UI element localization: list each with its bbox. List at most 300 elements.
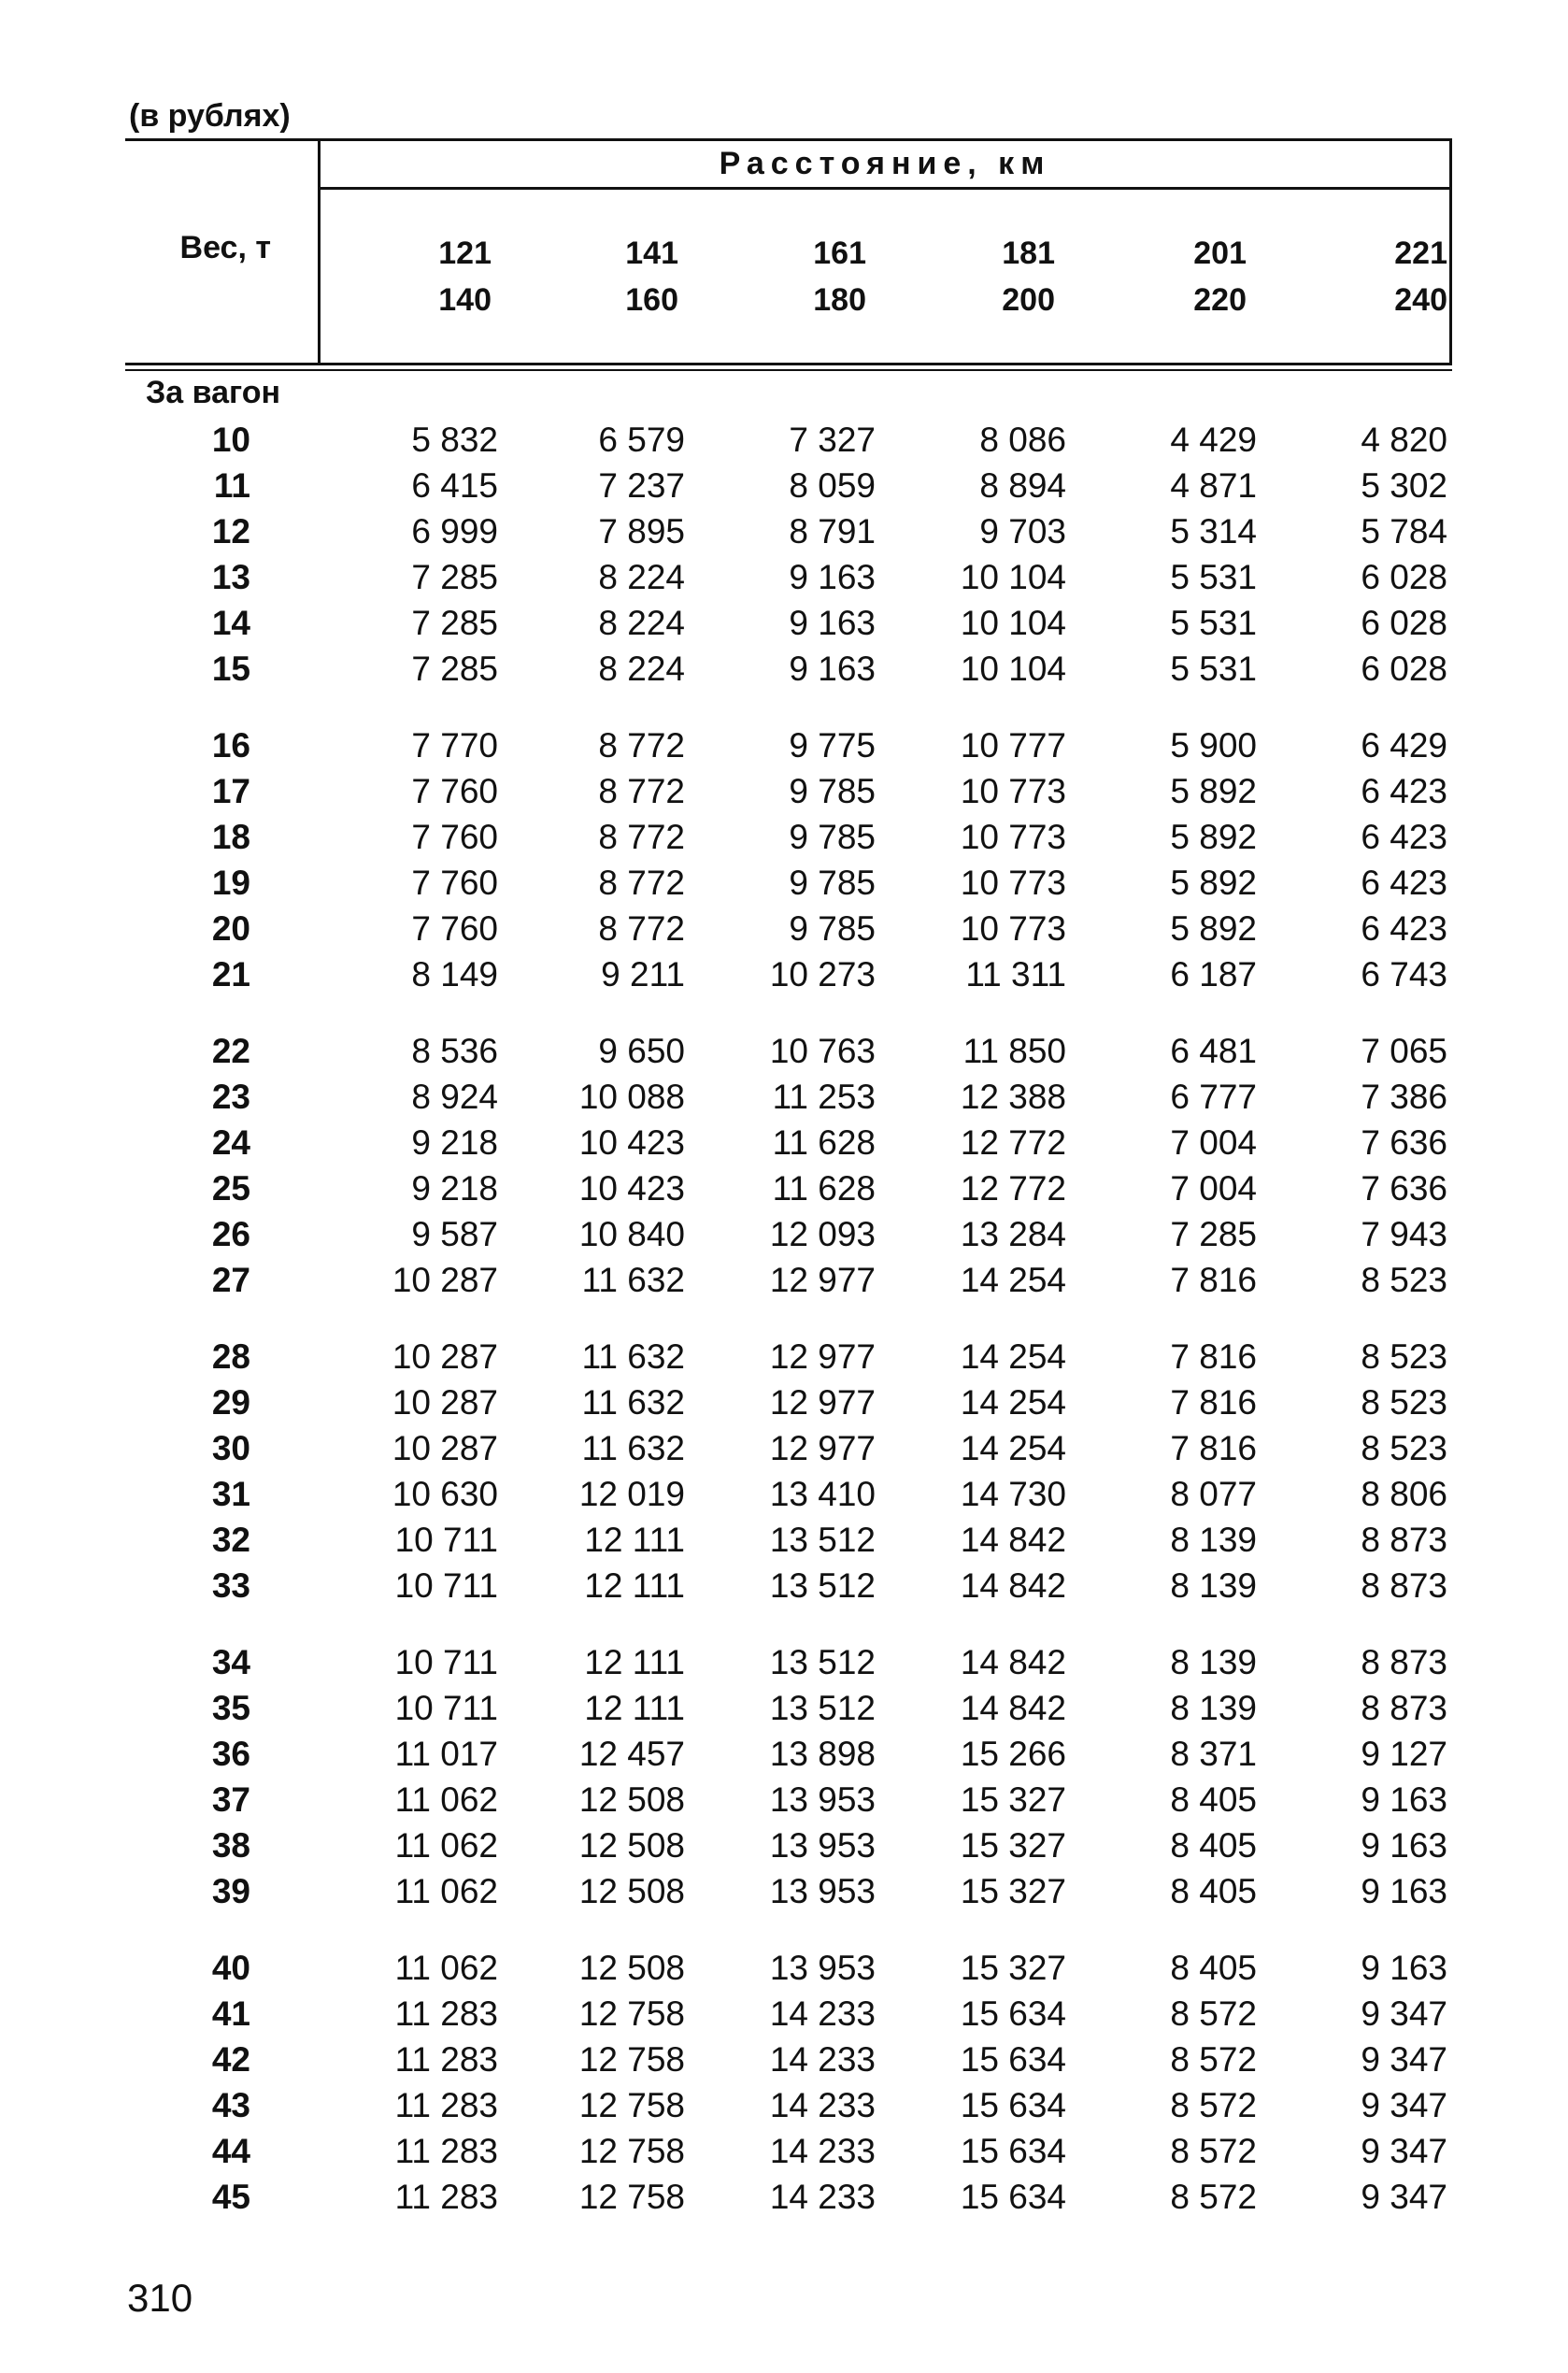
price-cell: 8 873: [1361, 1521, 1447, 1559]
price-cell: 7 770: [411, 726, 498, 765]
header-title-rule: [318, 187, 1452, 190]
price-cell: 6 423: [1361, 864, 1447, 902]
table-row: [0, 2037, 1568, 2082]
weight-cell: 32: [211, 1521, 250, 1559]
price-cell: 12 457: [578, 1735, 685, 1773]
price-cell: 9 785: [789, 772, 876, 810]
price-cell: 12 093: [769, 1215, 876, 1253]
price-cell: 12 019: [578, 1475, 685, 1513]
price-cell: 12 758: [578, 2040, 685, 2079]
price-cell: 9 163: [789, 604, 876, 642]
price-cell: 6 423: [1361, 818, 1447, 856]
price-cell: 11 062: [394, 1826, 498, 1865]
weight-cell: 40: [211, 1949, 250, 1987]
price-cell: 8 405: [1170, 1826, 1257, 1865]
price-cell: 8 523: [1361, 1429, 1447, 1467]
price-cell: 13 953: [769, 1826, 876, 1865]
price-cell: 7 816: [1170, 1383, 1257, 1422]
price-cell: 8 772: [598, 726, 685, 765]
weight-cell: 27: [211, 1261, 250, 1299]
price-cell: 7 237: [598, 466, 685, 505]
price-cell: 5 892: [1170, 818, 1257, 856]
price-cell: 13 953: [769, 1780, 876, 1819]
weight-cell: 19: [211, 864, 250, 902]
table-row: [0, 1777, 1568, 1823]
price-cell: 11 632: [581, 1383, 685, 1422]
price-cell: 12 977: [769, 1383, 876, 1422]
price-cell: 10 630: [392, 1475, 498, 1513]
price-cell: 4 871: [1170, 466, 1257, 505]
price-cell: 8 572: [1170, 2178, 1257, 2216]
price-cell: 7 816: [1170, 1261, 1257, 1299]
price-cell: 5 302: [1361, 466, 1447, 505]
weight-cell: 21: [211, 955, 250, 994]
range-from: 141: [625, 236, 678, 271]
price-cell: 8 139: [1170, 1521, 1257, 1559]
price-cell: 10 711: [394, 1521, 498, 1559]
weight-cell: 22: [211, 1032, 250, 1070]
price-cell: 7 760: [411, 772, 498, 810]
price-cell: 11 311: [965, 955, 1066, 994]
price-cell: 14 254: [960, 1261, 1066, 1299]
price-cell: 7 760: [411, 818, 498, 856]
weight-cell: 36: [211, 1735, 250, 1773]
price-cell: 7 327: [789, 421, 876, 459]
price-cell: 9 163: [1361, 1872, 1447, 1910]
price-cell: 4 820: [1361, 421, 1447, 459]
weight-cell: 18: [211, 818, 250, 856]
header-bottom-double-rule: [125, 369, 1452, 371]
weight-cell: 15: [211, 650, 250, 688]
table-row: [0, 2174, 1568, 2220]
weight-cell: 10: [211, 421, 250, 459]
price-cell: 8 139: [1170, 1643, 1257, 1681]
range-to: 180: [813, 282, 866, 318]
price-cell: 10 287: [392, 1337, 498, 1376]
price-cell: 8 873: [1361, 1566, 1447, 1605]
distance-range-header: [868, 230, 1055, 323]
price-cell: 6 028: [1361, 650, 1447, 688]
price-cell: 10 104: [960, 558, 1066, 596]
price-cell: 8 405: [1170, 1780, 1257, 1819]
price-cell: 13 512: [769, 1643, 876, 1681]
price-cell: 8 873: [1361, 1689, 1447, 1727]
weight-column-header: Вес, т: [179, 230, 271, 265]
weight-cell: 42: [211, 2040, 250, 2079]
price-cell: 11 283: [394, 2086, 498, 2124]
table-row: [0, 1563, 1568, 1608]
weight-cell: 25: [211, 1169, 250, 1208]
weight-cell: 33: [211, 1566, 250, 1605]
price-cell: 8 572: [1170, 2086, 1257, 2124]
price-cell: 12 758: [578, 2178, 685, 2216]
weight-cell: 38: [211, 1826, 250, 1865]
price-cell: 12 111: [584, 1643, 685, 1681]
price-cell: 7 285: [411, 650, 498, 688]
weight-cell: 20: [211, 909, 250, 948]
price-cell: 6 028: [1361, 558, 1447, 596]
price-cell: 14 233: [769, 2178, 876, 2216]
price-cell: 11 062: [394, 1872, 498, 1910]
price-cell: 11 628: [772, 1169, 876, 1208]
price-cell: 12 977: [769, 1261, 876, 1299]
price-cell: 10 773: [960, 909, 1066, 948]
price-cell: 13 512: [769, 1689, 876, 1727]
weight-cell: 17: [211, 772, 250, 810]
price-cell: 7 816: [1170, 1337, 1257, 1376]
price-cell: 9 587: [411, 1215, 498, 1253]
price-cell: 10 273: [769, 955, 876, 994]
price-cell: 8 405: [1170, 1872, 1257, 1910]
price-cell: 14 842: [960, 1521, 1066, 1559]
distance-range-header: [679, 230, 866, 323]
table-row: [0, 1425, 1568, 1471]
price-cell: 5 832: [411, 421, 498, 459]
table-row: [0, 951, 1568, 997]
table-row: [0, 2082, 1568, 2128]
weight-cell: 16: [211, 726, 250, 765]
distance-range-header: [305, 230, 492, 323]
price-cell: 10 773: [960, 818, 1066, 856]
price-cell: 9 703: [979, 512, 1066, 550]
price-cell: 8 139: [1170, 1566, 1257, 1605]
price-cell: 8 806: [1361, 1475, 1447, 1513]
price-cell: 8 772: [598, 818, 685, 856]
range-from: 221: [1394, 236, 1447, 271]
price-cell: 8 224: [598, 558, 685, 596]
price-cell: 8 086: [979, 421, 1066, 459]
price-cell: 14 233: [769, 2086, 876, 2124]
price-cell: 9 211: [601, 955, 685, 994]
table-row: [0, 1379, 1568, 1425]
price-cell: 10 088: [578, 1078, 685, 1116]
price-cell: 14 254: [960, 1429, 1066, 1467]
price-cell: 15 327: [960, 1780, 1066, 1819]
table-row: [0, 814, 1568, 860]
price-cell: 11 632: [581, 1261, 685, 1299]
table-row: [0, 1257, 1568, 1303]
price-cell: 7 386: [1361, 1078, 1447, 1116]
price-cell: 7 760: [411, 909, 498, 948]
table-row: [0, 1165, 1568, 1211]
price-cell: 5 900: [1170, 726, 1257, 765]
price-cell: 12 758: [578, 1994, 685, 2033]
price-cell: 9 347: [1361, 2178, 1447, 2216]
price-cell: 12 508: [578, 1826, 685, 1865]
price-cell: 9 163: [789, 650, 876, 688]
price-cell: 8 791: [789, 512, 876, 550]
price-cell: 8 536: [411, 1032, 498, 1070]
price-cell: 5 314: [1170, 512, 1257, 550]
price-cell: 11 850: [962, 1032, 1066, 1070]
price-cell: 7 065: [1361, 1032, 1447, 1070]
price-cell: 7 636: [1361, 1169, 1447, 1208]
weight-cell: 11: [213, 466, 250, 505]
price-cell: 8 224: [598, 604, 685, 642]
price-cell: 6 415: [411, 466, 498, 505]
price-cell: 9 347: [1361, 2086, 1447, 2124]
weight-cell: 37: [211, 1780, 250, 1819]
table-row: [0, 768, 1568, 814]
price-cell: 6 028: [1361, 604, 1447, 642]
price-cell: 6 743: [1361, 955, 1447, 994]
price-cell: 6 481: [1170, 1032, 1257, 1070]
weight-cell: 13: [211, 558, 250, 596]
price-cell: 6 187: [1170, 955, 1257, 994]
price-cell: 12 111: [584, 1566, 685, 1605]
range-from: 121: [438, 236, 492, 271]
weight-cell: 31: [211, 1475, 250, 1513]
table-row: [0, 463, 1568, 508]
table-row: [0, 1731, 1568, 1777]
range-to: 160: [625, 282, 678, 318]
price-cell: 8 059: [789, 466, 876, 505]
price-cell: 10 104: [960, 604, 1066, 642]
price-cell: 14 842: [960, 1643, 1066, 1681]
price-cell: 8 772: [598, 772, 685, 810]
table-row: [0, 417, 1568, 463]
price-cell: 6 423: [1361, 772, 1447, 810]
weight-cell: 12: [211, 512, 250, 550]
range-to: 220: [1193, 282, 1247, 318]
price-cell: 11 253: [772, 1078, 876, 1116]
price-cell: 15 266: [960, 1735, 1066, 1773]
price-cell: 8 405: [1170, 1949, 1257, 1987]
price-cell: 5 531: [1170, 558, 1257, 596]
header-top-rule: [125, 138, 1452, 141]
price-cell: 9 785: [789, 818, 876, 856]
price-cell: 7 816: [1170, 1429, 1257, 1467]
price-cell: 14 233: [769, 2132, 876, 2170]
price-cell: 8 894: [979, 466, 1066, 505]
price-cell: 15 634: [960, 2178, 1066, 2216]
units-caption: (в рублях): [129, 98, 291, 134]
price-cell: 7 285: [1170, 1215, 1257, 1253]
price-cell: 15 327: [960, 1949, 1066, 1987]
table-row: [0, 1074, 1568, 1120]
price-cell: 10 711: [394, 1689, 498, 1727]
price-cell: 8 224: [598, 650, 685, 688]
price-cell: 9 163: [1361, 1949, 1447, 1987]
price-cell: 7 004: [1170, 1169, 1257, 1208]
price-cell: 13 953: [769, 1949, 876, 1987]
table-row: [0, 1517, 1568, 1563]
price-cell: 9 785: [789, 909, 876, 948]
price-cell: 9 218: [411, 1169, 498, 1208]
price-cell: 10 763: [769, 1032, 876, 1070]
price-cell: 14 730: [960, 1475, 1066, 1513]
price-cell: 12 758: [578, 2132, 685, 2170]
price-cell: 11 062: [394, 1949, 498, 1987]
price-cell: 12 508: [578, 1872, 685, 1910]
price-cell: 8 077: [1170, 1475, 1257, 1513]
table-row: [0, 600, 1568, 646]
weight-cell: 28: [211, 1337, 250, 1376]
price-cell: 9 163: [1361, 1826, 1447, 1865]
price-cell: 11 632: [581, 1429, 685, 1467]
price-cell: 14 233: [769, 1994, 876, 2033]
price-cell: 5 892: [1170, 909, 1257, 948]
price-cell: 11 062: [394, 1780, 498, 1819]
price-cell: 8 371: [1170, 1735, 1257, 1773]
price-cell: 7 760: [411, 864, 498, 902]
table-row: [0, 1868, 1568, 1914]
weight-cell: 41: [211, 1994, 250, 2033]
price-cell: 15 634: [960, 2132, 1066, 2170]
table-header: [125, 138, 1452, 370]
price-cell: 8 772: [598, 864, 685, 902]
price-cell: 8 572: [1170, 1994, 1257, 2033]
price-cell: 10 777: [960, 726, 1066, 765]
weight-cell: 29: [211, 1383, 250, 1422]
price-cell: 14 233: [769, 2040, 876, 2079]
price-cell: 11 017: [394, 1735, 498, 1773]
weight-cell: 43: [211, 2086, 250, 2124]
table-row: [0, 722, 1568, 768]
price-cell: 12 111: [584, 1521, 685, 1559]
price-cell: 8 924: [411, 1078, 498, 1116]
weight-cell: 45: [211, 2178, 250, 2216]
weight-cell: 24: [211, 1123, 250, 1162]
price-cell: 8 523: [1361, 1383, 1447, 1422]
price-cell: 15 327: [960, 1872, 1066, 1910]
header-box-right-rule: [1449, 138, 1452, 365]
price-cell: 9 347: [1361, 2040, 1447, 2079]
price-cell: 11 632: [581, 1337, 685, 1376]
price-cell: 13 410: [769, 1475, 876, 1513]
price-cell: 13 512: [769, 1566, 876, 1605]
price-cell: 9 650: [598, 1032, 685, 1070]
price-cell: 7 285: [411, 604, 498, 642]
header-bottom-rule: [125, 363, 1452, 365]
price-cell: 10 287: [392, 1383, 498, 1422]
range-to: 200: [1002, 282, 1055, 318]
price-cell: 5 784: [1361, 512, 1447, 550]
price-cell: 7 004: [1170, 1123, 1257, 1162]
price-cell: 10 423: [578, 1123, 685, 1162]
price-cell: 15 634: [960, 1994, 1066, 2033]
section-label: За вагон: [146, 375, 281, 410]
table-row: [0, 1639, 1568, 1685]
distance-range-header: [1261, 230, 1447, 323]
price-cell: 12 772: [960, 1123, 1066, 1162]
price-cell: 12 772: [960, 1169, 1066, 1208]
range-to: 240: [1394, 282, 1447, 318]
price-cell: 10 287: [392, 1429, 498, 1467]
weight-cell: 30: [211, 1429, 250, 1467]
price-cell: 8 523: [1361, 1261, 1447, 1299]
table-row: [0, 1823, 1568, 1868]
price-cell: 6 999: [411, 512, 498, 550]
price-cell: 12 758: [578, 2086, 685, 2124]
price-cell: 14 254: [960, 1337, 1066, 1376]
weight-cell: 35: [211, 1689, 250, 1727]
price-cell: 9 163: [789, 558, 876, 596]
price-cell: 5 892: [1170, 772, 1257, 810]
weight-cell: 34: [211, 1643, 250, 1681]
table-row: [0, 508, 1568, 554]
price-cell: 9 163: [1361, 1780, 1447, 1819]
price-cell: 8 572: [1170, 2132, 1257, 2170]
price-cell: 9 347: [1361, 1994, 1447, 2033]
price-cell: 12 977: [769, 1429, 876, 1467]
price-cell: 10 423: [578, 1169, 685, 1208]
price-cell: 14 842: [960, 1566, 1066, 1605]
price-cell: 8 873: [1361, 1643, 1447, 1681]
range-from: 161: [813, 236, 866, 271]
price-cell: 5 892: [1170, 864, 1257, 902]
table-row: [0, 1028, 1568, 1074]
price-cell: 13 898: [769, 1735, 876, 1773]
price-cell: 7 636: [1361, 1123, 1447, 1162]
price-cell: 11 628: [772, 1123, 876, 1162]
price-cell: 13 953: [769, 1872, 876, 1910]
price-cell: 9 127: [1361, 1735, 1447, 1773]
price-cell: 9 347: [1361, 2132, 1447, 2170]
price-cell: 8 772: [598, 909, 685, 948]
price-cell: 6 579: [598, 421, 685, 459]
distance-range-header: [492, 230, 678, 323]
table-row: [0, 1945, 1568, 1991]
price-cell: 6 423: [1361, 909, 1447, 948]
table-row: [0, 1211, 1568, 1257]
price-cell: 14 842: [960, 1689, 1066, 1727]
table-row: [0, 1334, 1568, 1379]
range-from: 181: [1002, 236, 1055, 271]
weight-cell: 26: [211, 1215, 250, 1253]
price-cell: 15 327: [960, 1826, 1066, 1865]
price-cell: 12 111: [584, 1689, 685, 1727]
weight-cell: 44: [211, 2132, 250, 2170]
price-cell: 11 283: [394, 1994, 498, 2033]
table-row: [0, 860, 1568, 906]
distance-range-header: [1060, 230, 1247, 323]
price-cell: 9 785: [789, 864, 876, 902]
price-cell: 15 634: [960, 2040, 1066, 2079]
price-cell: 15 634: [960, 2086, 1066, 2124]
table-row: [0, 1991, 1568, 2037]
price-cell: 12 508: [578, 1780, 685, 1819]
price-cell: 10 773: [960, 772, 1066, 810]
price-cell: 8 572: [1170, 2040, 1257, 2079]
range-from: 201: [1193, 236, 1247, 271]
price-cell: 9 218: [411, 1123, 498, 1162]
price-cell: 8 523: [1361, 1337, 1447, 1376]
price-cell: 5 531: [1170, 650, 1257, 688]
price-cell: 11 283: [394, 2040, 498, 2079]
price-cell: 6 777: [1170, 1078, 1257, 1116]
table-row: [0, 554, 1568, 600]
price-cell: 12 388: [960, 1078, 1066, 1116]
price-cell: 12 508: [578, 1949, 685, 1987]
price-cell: 13 284: [960, 1215, 1066, 1253]
table-row: [0, 1685, 1568, 1731]
price-cell: 14 254: [960, 1383, 1066, 1422]
table-row: [0, 2128, 1568, 2174]
price-cell: 6 429: [1361, 726, 1447, 765]
price-cell: 7 895: [598, 512, 685, 550]
table-row: [0, 906, 1568, 951]
price-cell: 12 977: [769, 1337, 876, 1376]
table-row: [0, 646, 1568, 692]
range-to: 140: [438, 282, 492, 318]
table-row: [0, 1471, 1568, 1517]
price-cell: 5 531: [1170, 604, 1257, 642]
price-cell: 10 711: [394, 1566, 498, 1605]
price-cell: 8 139: [1170, 1689, 1257, 1727]
weight-cell: 39: [211, 1872, 250, 1910]
table-row: [0, 1120, 1568, 1165]
